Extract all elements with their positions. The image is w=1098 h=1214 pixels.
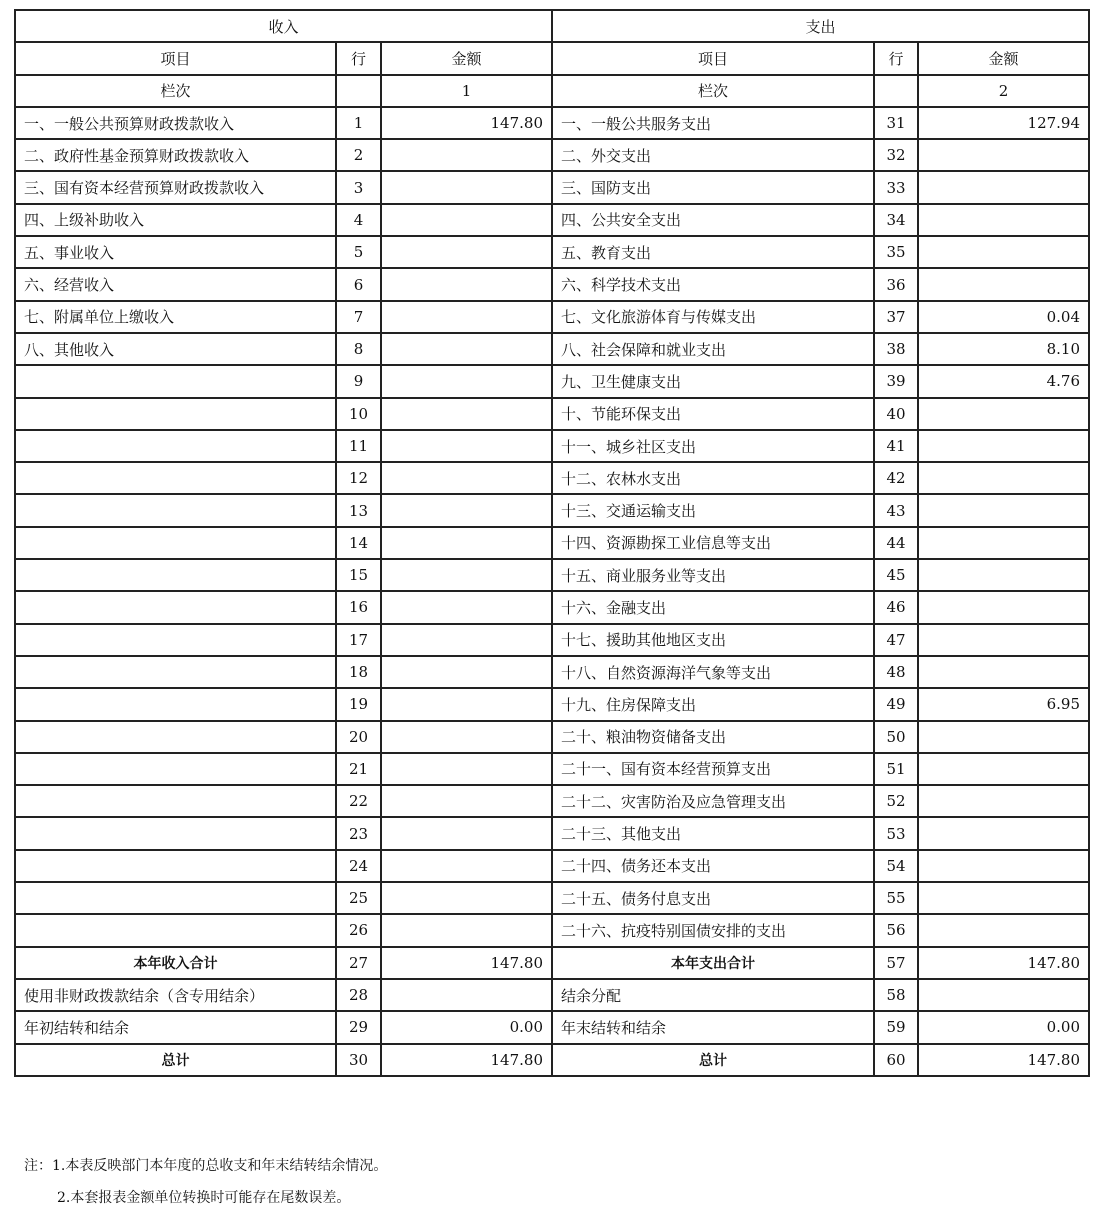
income-item-cell bbox=[15, 494, 336, 526]
expense-amount-cell: 6.95 bbox=[918, 688, 1089, 720]
income-amount-cell bbox=[381, 688, 552, 720]
expense-item-cell: 二、外交支出 bbox=[552, 139, 874, 171]
income-row-number: 17 bbox=[336, 624, 381, 656]
income-item-cell: 使用非财政拨款结余（含专用结余） bbox=[15, 979, 336, 1011]
income-row-number: 12 bbox=[336, 462, 381, 494]
income-item-cell bbox=[15, 688, 336, 720]
income-row-number: 25 bbox=[336, 882, 381, 914]
expense-amount-cell bbox=[918, 236, 1089, 268]
expense-item-header: 项目 bbox=[552, 42, 874, 74]
income-row-number: 11 bbox=[336, 430, 381, 462]
income-item-cell bbox=[15, 559, 336, 591]
expense-item-cell: 十八、自然资源海洋气象等支出 bbox=[552, 656, 874, 688]
expense-amount-cell bbox=[918, 171, 1089, 203]
income-item-cell bbox=[15, 721, 336, 753]
expense-item-cell: 十三、交通运输支出 bbox=[552, 494, 874, 526]
income-item-cell: 总计 bbox=[15, 1044, 336, 1076]
table-row bbox=[15, 1044, 1089, 1076]
income-row-number: 4 bbox=[336, 204, 381, 236]
income-amount-cell bbox=[381, 753, 552, 785]
table-row bbox=[15, 882, 1089, 914]
expense-row-number: 57 bbox=[874, 947, 918, 979]
income-item-cell bbox=[15, 656, 336, 688]
expense-amount-cell bbox=[918, 656, 1089, 688]
table-row bbox=[15, 171, 1089, 203]
expense-amount-cell: 147.80 bbox=[918, 1044, 1089, 1076]
table-row bbox=[15, 494, 1089, 526]
table-row bbox=[15, 398, 1089, 430]
expense-row-number: 45 bbox=[874, 559, 918, 591]
expense-item-cell: 二十一、国有资本经营预算支出 bbox=[552, 753, 874, 785]
expense-amount-cell bbox=[918, 430, 1089, 462]
expense-amount-cell bbox=[918, 785, 1089, 817]
expense-item-cell: 十一、城乡社区支出 bbox=[552, 430, 874, 462]
income-row-header: 行 bbox=[336, 42, 381, 74]
expense-item-cell: 十九、住房保障支出 bbox=[552, 688, 874, 720]
table-row bbox=[15, 914, 1089, 946]
expense-row-number: 60 bbox=[874, 1044, 918, 1076]
income-amount-cell bbox=[381, 333, 552, 365]
expense-amount-cell bbox=[918, 494, 1089, 526]
expense-amount-cell bbox=[918, 462, 1089, 494]
income-section-header: 收入 bbox=[15, 10, 552, 42]
expense-item-cell: 六、科学技术支出 bbox=[552, 268, 874, 300]
table-row bbox=[15, 301, 1089, 333]
income-row-number: 26 bbox=[336, 914, 381, 946]
expense-amount-cell bbox=[918, 268, 1089, 300]
expense-row-number: 42 bbox=[874, 462, 918, 494]
expense-row-number: 43 bbox=[874, 494, 918, 526]
expense-item-cell: 十七、援助其他地区支出 bbox=[552, 624, 874, 656]
income-amount-cell bbox=[381, 494, 552, 526]
income-item-cell: 七、附属单位上缴收入 bbox=[15, 301, 336, 333]
expense-row-number: 53 bbox=[874, 817, 918, 849]
header-row-columns bbox=[15, 42, 1089, 74]
expense-column-label: 栏次 bbox=[552, 75, 874, 107]
table-row bbox=[15, 333, 1089, 365]
income-item-cell bbox=[15, 430, 336, 462]
expense-item-cell: 七、文化旅游体育与传媒支出 bbox=[552, 301, 874, 333]
income-amount-cell bbox=[381, 236, 552, 268]
income-column-blank bbox=[336, 75, 381, 107]
income-amount-cell bbox=[381, 268, 552, 300]
table-row bbox=[15, 236, 1089, 268]
income-amount-cell: 0.00 bbox=[381, 1011, 552, 1043]
footnotes bbox=[24, 1150, 387, 1214]
income-amount-cell bbox=[381, 171, 552, 203]
income-amount-cell bbox=[381, 430, 552, 462]
table-row bbox=[15, 139, 1089, 171]
income-item-cell: 一、一般公共预算财政拨款收入 bbox=[15, 107, 336, 139]
header-row-sections bbox=[15, 10, 1089, 42]
expense-amount-cell bbox=[918, 591, 1089, 623]
expense-item-cell: 三、国防支出 bbox=[552, 171, 874, 203]
income-row-number: 3 bbox=[336, 171, 381, 203]
income-row-number: 20 bbox=[336, 721, 381, 753]
income-amount-cell bbox=[381, 914, 552, 946]
expense-row-number: 54 bbox=[874, 850, 918, 882]
income-amount-cell bbox=[381, 398, 552, 430]
income-row-number: 8 bbox=[336, 333, 381, 365]
expense-row-number: 55 bbox=[874, 882, 918, 914]
income-row-number: 28 bbox=[336, 979, 381, 1011]
footnote-2: 2.本套报表金额单位转换时可能存在尾数误差。 bbox=[57, 1190, 351, 1206]
income-row-number: 1 bbox=[336, 107, 381, 139]
expense-item-cell: 一、一般公共服务支出 bbox=[552, 107, 874, 139]
income-row-number: 30 bbox=[336, 1044, 381, 1076]
expense-section-header: 支出 bbox=[552, 10, 1089, 42]
income-row-number: 14 bbox=[336, 527, 381, 559]
table-row bbox=[15, 559, 1089, 591]
expense-amount-cell: 0.00 bbox=[918, 1011, 1089, 1043]
income-row-number: 6 bbox=[336, 268, 381, 300]
income-row-number: 13 bbox=[336, 494, 381, 526]
income-row-number: 29 bbox=[336, 1011, 381, 1043]
expense-amount-cell bbox=[918, 721, 1089, 753]
income-row-number: 10 bbox=[336, 398, 381, 430]
expense-amount-cell bbox=[918, 204, 1089, 236]
income-amount-cell bbox=[381, 656, 552, 688]
expense-item-cell: 二十五、债务付息支出 bbox=[552, 882, 874, 914]
income-row-number: 23 bbox=[336, 817, 381, 849]
expense-amount-header: 金额 bbox=[918, 42, 1089, 74]
table-row bbox=[15, 753, 1089, 785]
expense-item-cell: 十四、资源勘探工业信息等支出 bbox=[552, 527, 874, 559]
income-row-number: 18 bbox=[336, 656, 381, 688]
table-row bbox=[15, 947, 1089, 979]
income-amount-cell bbox=[381, 204, 552, 236]
expense-item-cell: 结余分配 bbox=[552, 979, 874, 1011]
expense-amount-cell bbox=[918, 139, 1089, 171]
income-item-cell bbox=[15, 624, 336, 656]
expense-row-number: 50 bbox=[874, 721, 918, 753]
table-row bbox=[15, 721, 1089, 753]
expense-item-cell: 十、节能环保支出 bbox=[552, 398, 874, 430]
income-item-cell: 八、其他收入 bbox=[15, 333, 336, 365]
income-item-cell bbox=[15, 591, 336, 623]
income-amount-cell bbox=[381, 591, 552, 623]
income-amount-cell bbox=[381, 721, 552, 753]
expense-column-blank bbox=[874, 75, 918, 107]
expense-amount-cell bbox=[918, 559, 1089, 591]
expense-item-cell: 十五、商业服务业等支出 bbox=[552, 559, 874, 591]
expense-amount-cell bbox=[918, 882, 1089, 914]
table-row bbox=[15, 850, 1089, 882]
expense-item-cell: 二十四、债务还本支出 bbox=[552, 850, 874, 882]
expense-row-number: 39 bbox=[874, 365, 918, 397]
footnote-1: 注：1.本表反映部门本年度的总收支和年末结转结余情况。 bbox=[24, 1158, 388, 1174]
income-row-number: 22 bbox=[336, 785, 381, 817]
income-row-number: 21 bbox=[336, 753, 381, 785]
income-amount-cell bbox=[381, 301, 552, 333]
expense-item-cell: 二十三、其他支出 bbox=[552, 817, 874, 849]
income-amount-cell bbox=[381, 559, 552, 591]
table-row bbox=[15, 462, 1089, 494]
expense-amount-cell bbox=[918, 817, 1089, 849]
income-item-cell bbox=[15, 753, 336, 785]
table-row bbox=[15, 785, 1089, 817]
expense-row-number: 41 bbox=[874, 430, 918, 462]
income-amount-cell bbox=[381, 850, 552, 882]
expense-row-number: 56 bbox=[874, 914, 918, 946]
table-row bbox=[15, 591, 1089, 623]
expense-amount-cell bbox=[918, 979, 1089, 1011]
table-row bbox=[15, 817, 1089, 849]
income-item-cell bbox=[15, 365, 336, 397]
expense-amount-cell bbox=[918, 914, 1089, 946]
income-item-cell: 六、经营收入 bbox=[15, 268, 336, 300]
table-row bbox=[15, 1011, 1089, 1043]
expense-row-number: 36 bbox=[874, 268, 918, 300]
income-amount-cell bbox=[381, 624, 552, 656]
income-amount-cell bbox=[381, 817, 552, 849]
expense-row-number: 31 bbox=[874, 107, 918, 139]
expense-amount-cell bbox=[918, 753, 1089, 785]
income-row-number: 2 bbox=[336, 139, 381, 171]
income-amount-cell bbox=[381, 785, 552, 817]
income-item-cell: 三、国有资本经营预算财政拨款收入 bbox=[15, 171, 336, 203]
income-item-cell bbox=[15, 785, 336, 817]
expense-row-number: 35 bbox=[874, 236, 918, 268]
table-row bbox=[15, 268, 1089, 300]
expense-item-cell: 年末结转和结余 bbox=[552, 1011, 874, 1043]
income-column-index: 1 bbox=[381, 75, 552, 107]
table-row bbox=[15, 688, 1089, 720]
expense-amount-cell: 147.80 bbox=[918, 947, 1089, 979]
expense-row-number: 37 bbox=[874, 301, 918, 333]
income-amount-cell bbox=[381, 527, 552, 559]
income-amount-cell: 147.80 bbox=[381, 107, 552, 139]
income-amount-cell bbox=[381, 139, 552, 171]
expense-row-number: 32 bbox=[874, 139, 918, 171]
expense-item-cell: 九、卫生健康支出 bbox=[552, 365, 874, 397]
income-amount-cell bbox=[381, 882, 552, 914]
expense-row-number: 34 bbox=[874, 204, 918, 236]
income-row-number: 15 bbox=[336, 559, 381, 591]
income-item-cell bbox=[15, 527, 336, 559]
income-amount-cell bbox=[381, 365, 552, 397]
header-row-column-index bbox=[15, 75, 1089, 107]
income-row-number: 16 bbox=[336, 591, 381, 623]
expense-amount-cell bbox=[918, 624, 1089, 656]
expense-item-cell: 八、社会保障和就业支出 bbox=[552, 333, 874, 365]
expense-item-cell: 本年支出合计 bbox=[552, 947, 874, 979]
income-item-cell bbox=[15, 850, 336, 882]
expense-item-cell: 总计 bbox=[552, 1044, 874, 1076]
expense-row-header: 行 bbox=[874, 42, 918, 74]
income-item-cell: 年初结转和结余 bbox=[15, 1011, 336, 1043]
income-item-cell: 四、上级补助收入 bbox=[15, 204, 336, 236]
expense-row-number: 44 bbox=[874, 527, 918, 559]
income-row-number: 19 bbox=[336, 688, 381, 720]
expense-column-index: 2 bbox=[918, 75, 1089, 107]
expense-row-number: 59 bbox=[874, 1011, 918, 1043]
table-row bbox=[15, 527, 1089, 559]
expense-amount-cell bbox=[918, 398, 1089, 430]
expense-amount-cell: 127.94 bbox=[918, 107, 1089, 139]
income-row-number: 24 bbox=[336, 850, 381, 882]
table-row bbox=[15, 430, 1089, 462]
expense-amount-cell bbox=[918, 527, 1089, 559]
income-amount-cell bbox=[381, 462, 552, 494]
expense-row-number: 48 bbox=[874, 656, 918, 688]
expense-item-cell: 二十二、灾害防治及应急管理支出 bbox=[552, 785, 874, 817]
expense-item-cell: 二十、粮油物资储备支出 bbox=[552, 721, 874, 753]
income-amount-cell: 147.80 bbox=[381, 1044, 552, 1076]
income-row-number: 7 bbox=[336, 301, 381, 333]
expense-row-number: 58 bbox=[874, 979, 918, 1011]
income-item-cell bbox=[15, 914, 336, 946]
income-row-number: 5 bbox=[336, 236, 381, 268]
income-column-label: 栏次 bbox=[15, 75, 336, 107]
income-expense-table bbox=[14, 9, 1090, 1077]
income-item-cell: 二、政府性基金预算财政拨款收入 bbox=[15, 139, 336, 171]
expense-row-number: 47 bbox=[874, 624, 918, 656]
table-row bbox=[15, 204, 1089, 236]
expense-item-cell: 五、教育支出 bbox=[552, 236, 874, 268]
expense-row-number: 38 bbox=[874, 333, 918, 365]
expense-amount-cell: 0.04 bbox=[918, 301, 1089, 333]
table-row bbox=[15, 979, 1089, 1011]
income-item-header: 项目 bbox=[15, 42, 336, 74]
expense-amount-cell: 8.10 bbox=[918, 333, 1089, 365]
expense-row-number: 40 bbox=[874, 398, 918, 430]
table-row bbox=[15, 365, 1089, 397]
table-row bbox=[15, 107, 1089, 139]
table-row bbox=[15, 624, 1089, 656]
income-amount-cell: 147.80 bbox=[381, 947, 552, 979]
income-amount-cell bbox=[381, 979, 552, 1011]
expense-item-cell: 十二、农林水支出 bbox=[552, 462, 874, 494]
income-row-number: 9 bbox=[336, 365, 381, 397]
expense-amount-cell: 4.76 bbox=[918, 365, 1089, 397]
table-row bbox=[15, 656, 1089, 688]
income-row-number: 27 bbox=[336, 947, 381, 979]
expense-item-cell: 四、公共安全支出 bbox=[552, 204, 874, 236]
income-item-cell: 本年收入合计 bbox=[15, 947, 336, 979]
expense-row-number: 51 bbox=[874, 753, 918, 785]
income-item-cell bbox=[15, 882, 336, 914]
expense-row-number: 52 bbox=[874, 785, 918, 817]
income-item-cell: 五、事业收入 bbox=[15, 236, 336, 268]
expense-item-cell: 二十六、抗疫特别国债安排的支出 bbox=[552, 914, 874, 946]
expense-row-number: 33 bbox=[874, 171, 918, 203]
expense-row-number: 49 bbox=[874, 688, 918, 720]
income-item-cell bbox=[15, 817, 336, 849]
expense-amount-cell bbox=[918, 850, 1089, 882]
income-item-cell bbox=[15, 462, 336, 494]
income-item-cell bbox=[15, 398, 336, 430]
expense-row-number: 46 bbox=[874, 591, 918, 623]
expense-item-cell: 十六、金融支出 bbox=[552, 591, 874, 623]
income-amount-header: 金额 bbox=[381, 42, 552, 74]
